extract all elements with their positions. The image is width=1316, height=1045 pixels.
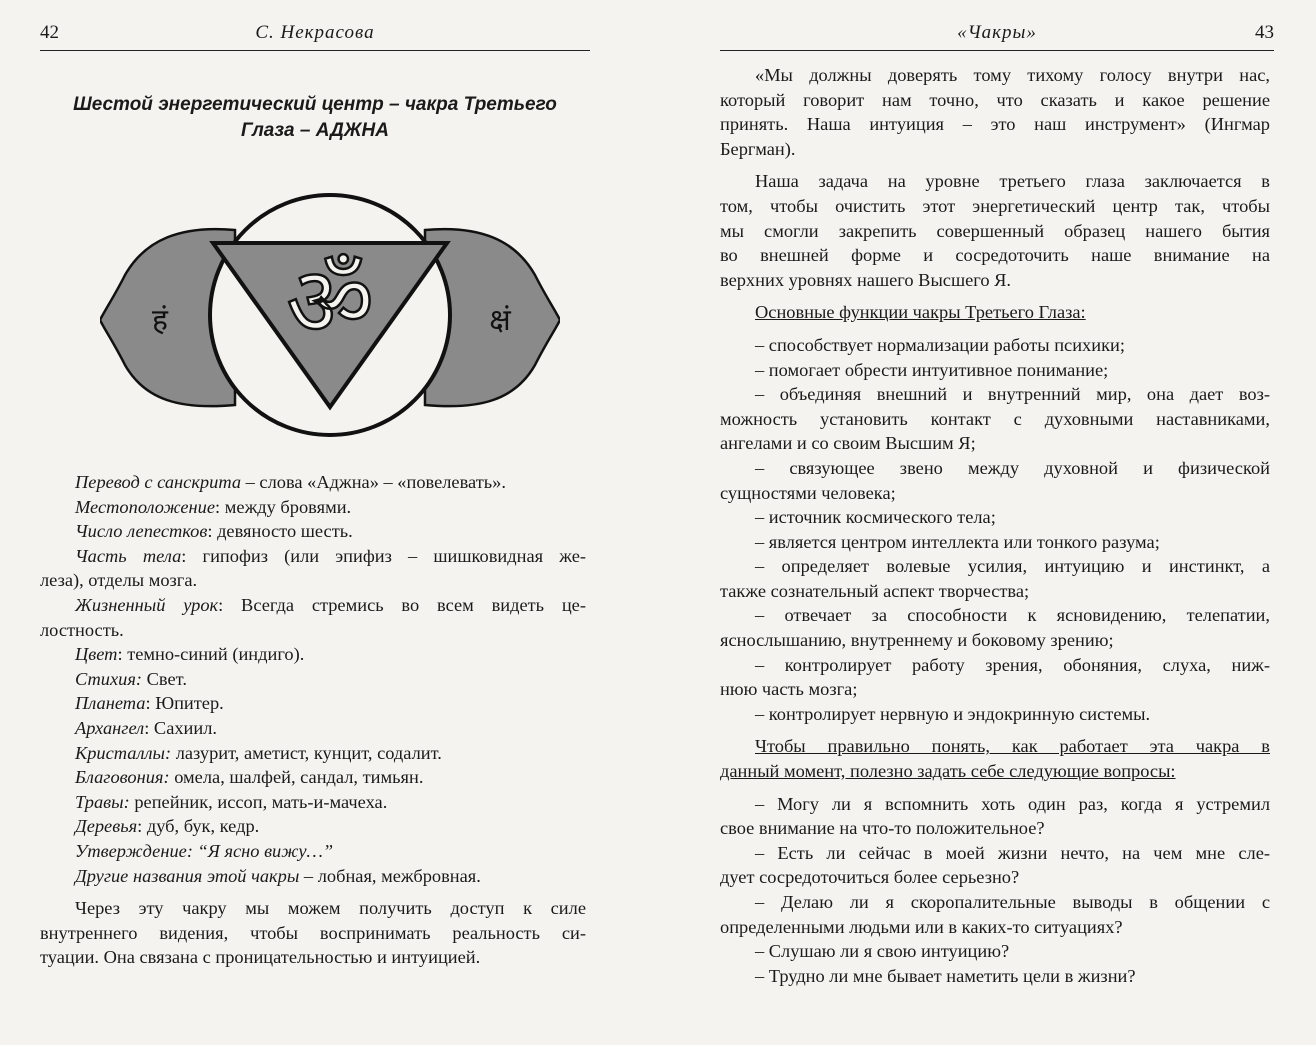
fact-value: девяносто шесть. xyxy=(217,521,353,542)
function-item-line: – способствует нормализации работы психики; xyxy=(755,334,1125,355)
fact-line xyxy=(40,470,586,495)
fact-line xyxy=(40,519,586,544)
quote-line: который говорит нам точно, что сказать и какое решение xyxy=(720,89,1270,110)
fact-sep: : xyxy=(215,496,225,517)
fact-line xyxy=(40,667,586,692)
question-line: свое внимание на что-то положительное? xyxy=(720,818,1045,839)
quote-line: принять. Наша интуиция – это наш инструмент» (Ингмар xyxy=(720,114,1270,135)
fact-line xyxy=(40,691,586,716)
fact-line xyxy=(40,765,586,790)
heading-line: Шестой энергетический центр – чакра Третьего xyxy=(73,94,557,115)
fact-line xyxy=(40,544,586,569)
fact-label: Число лепестков xyxy=(75,521,208,542)
quote-line: «Мы должны доверять тому тихому голосу внутри нас, xyxy=(755,65,1270,85)
fact-sep: – xyxy=(241,472,260,492)
page-number: 42 xyxy=(40,22,59,43)
function-item-line: нюю часть мозга; xyxy=(720,679,858,700)
function-item-line: яснослышанию, внутреннему и боковому зрению; xyxy=(720,630,1114,651)
fact-value: Юпитер. xyxy=(155,693,224,714)
fact-label: Местоположение xyxy=(75,496,216,517)
fact-line xyxy=(40,790,586,815)
fact-sep: : xyxy=(117,644,128,665)
fact-label: Стихия: xyxy=(75,668,143,689)
fact-value: омела, шалфей, сандал, тимьян. xyxy=(174,767,424,788)
page-number: 43 xyxy=(1255,22,1274,43)
fact-label: Часть тела xyxy=(75,545,182,566)
function-item-line: – определяет волевые усилия, интуицию и инстинкт, а xyxy=(755,556,1270,577)
fact-continuation: леза), отделы мозга. xyxy=(40,570,198,591)
function-item-line: – помогает обрести интуитивное понимание; xyxy=(755,359,1109,380)
om-symbol: ॐ xyxy=(286,246,374,358)
fact-value: лобная, межбровная. xyxy=(317,865,481,886)
section-heading xyxy=(40,92,590,144)
questions-heading-line: данный момент, полезно задать себе следующие вопросы: xyxy=(720,761,1176,782)
closing-paragraph-line: внутреннего видения, чтобы воспринимать реальность си- xyxy=(40,922,586,943)
task-paragraph-line: том, чтобы очистить этот энергетический центр так, чтобы xyxy=(720,195,1270,216)
question-line: определенными людьми или в каких-то ситуациях? xyxy=(720,916,1123,937)
fact-sep: : xyxy=(145,693,156,714)
closing-paragraph-line: Через эту чакру мы можем получить доступ к силе xyxy=(75,898,586,919)
left-body-text xyxy=(40,470,586,970)
fact-label: Жизненный урок xyxy=(75,594,219,615)
fact-sep: : xyxy=(137,816,147,837)
fact-label: Травы: xyxy=(75,791,130,812)
fact-label: Другие названия этой чакры xyxy=(75,865,300,886)
ajna-chakra-diagram xyxy=(100,185,560,445)
function-item-line: ангелами и со своим Высшим Я; xyxy=(720,433,976,454)
task-paragraph-line: мы смогли закрепить совершенный образец нашего бытия xyxy=(720,220,1270,241)
right-page xyxy=(660,0,1316,1045)
function-item-line: также сознательный аспект творчества; xyxy=(720,580,1030,601)
fact-value: дуб, бук, кедр. xyxy=(146,816,260,837)
function-item-line: – контролирует работу зрения, обоняния, слуха, ниж- xyxy=(755,654,1270,675)
function-item-line: сущностями человека; xyxy=(720,482,896,503)
fact-line xyxy=(40,716,586,741)
fact-label: Кристаллы: xyxy=(75,742,172,763)
fact-value: Сахиил. xyxy=(153,717,218,738)
fact-line xyxy=(40,642,586,667)
closing-paragraph-line: туации. Она связана с проницательностью и интуицией. xyxy=(40,947,481,968)
question-line: – Делаю ли я скоропалительные выводы в общении с xyxy=(755,892,1270,912)
question-line: – Могу ли я вспомнить хоть один раз, когда я устремил xyxy=(755,793,1270,814)
heading-line: Глаза – АДЖНА xyxy=(241,120,389,141)
right-petal-syllable: क्षं xyxy=(489,303,511,338)
running-header xyxy=(40,20,590,51)
fact-value: между бровями. xyxy=(224,496,352,517)
fact-value: Свет. xyxy=(146,668,187,689)
fact-value: слова «Аджна» – «повелевать». xyxy=(259,472,506,492)
question-line: дует сосредоточиться более серьезно? xyxy=(720,867,1020,888)
function-item-line: – отвечает за способности к ясновидению, телепатии, xyxy=(755,605,1270,626)
fact-label: Планета xyxy=(75,693,146,714)
fact-sep: : xyxy=(144,717,154,738)
question-line: – Трудно ли мне бывает наметить цели в жизни? xyxy=(755,965,1136,986)
quote-line: Бергман). xyxy=(720,138,796,159)
fact-value: темно-синий (индиго). xyxy=(127,644,305,665)
function-item-line: можность установить контакт с духовными наставниками, xyxy=(720,408,1270,429)
fact-label: Благовония: xyxy=(75,767,170,788)
fact-line xyxy=(40,741,586,766)
right-body-text xyxy=(720,63,1270,988)
fact-value: лазурит, аметист, кунцит, содалит. xyxy=(175,742,442,763)
fact-continuation: лостность. xyxy=(40,619,124,640)
fact-sep: – xyxy=(299,865,318,886)
task-paragraph-line: во внешней форме и сосредоточить наше внимание на xyxy=(720,245,1270,266)
function-item-line: – является центром интеллекта или тонкого разума; xyxy=(755,531,1160,552)
fact-label: Цвет xyxy=(75,644,118,665)
fact-label: Перевод с санскрита xyxy=(75,472,242,492)
questions-heading-line: Чтобы правильно понять, как работает эта чакра в xyxy=(755,736,1270,757)
fact-sep: : xyxy=(218,594,242,615)
fact-line xyxy=(40,814,586,839)
task-paragraph-line: верхних уровнях нашего Высшего Я. xyxy=(720,269,1012,290)
fact-line xyxy=(40,839,586,864)
task-paragraph-line: Наша задача на уровне третьего глаза заключается в xyxy=(755,171,1270,192)
question-line: – Слушаю ли я свою интуицию? xyxy=(755,941,1010,962)
function-item-line: – объединяя внешний и внутренний мир, она дает воз- xyxy=(755,384,1270,405)
fact-label: Архангел xyxy=(75,717,145,738)
fact-sep: : xyxy=(181,545,203,566)
functions-heading: Основные функции чакры Третьего Глаза: xyxy=(755,302,1086,323)
fact-line xyxy=(40,864,586,889)
running-head-title: С. Некрасова xyxy=(255,22,375,43)
fact-label: Деревья xyxy=(75,816,138,837)
function-item-line: – связующее звено между духовной и физической xyxy=(755,457,1270,478)
running-head-title: «Чакры» xyxy=(957,22,1037,43)
fact-value: гипофиз (или эпифиз – шишковидная же- xyxy=(202,545,586,566)
fact-line xyxy=(40,495,586,520)
fact-line xyxy=(40,593,586,618)
fact-sep: : xyxy=(207,521,218,542)
fact-value: репейник, иссоп, мать-и-мачеха. xyxy=(134,791,388,812)
fact-value: Всегда стремись во всем видеть це- xyxy=(241,594,586,615)
fact-label: Утверждение: “Я ясно вижу…” xyxy=(75,840,334,861)
question-line: – Есть ли сейчас в моей жизни нечто, на чем мне сле- xyxy=(755,842,1270,863)
function-item-line: – контролирует нервную и эндокринную системы. xyxy=(755,703,1151,724)
left-petal-syllable: हं xyxy=(152,303,168,338)
running-header xyxy=(720,20,1274,51)
function-item-line: – источник космического тела; xyxy=(755,507,996,528)
